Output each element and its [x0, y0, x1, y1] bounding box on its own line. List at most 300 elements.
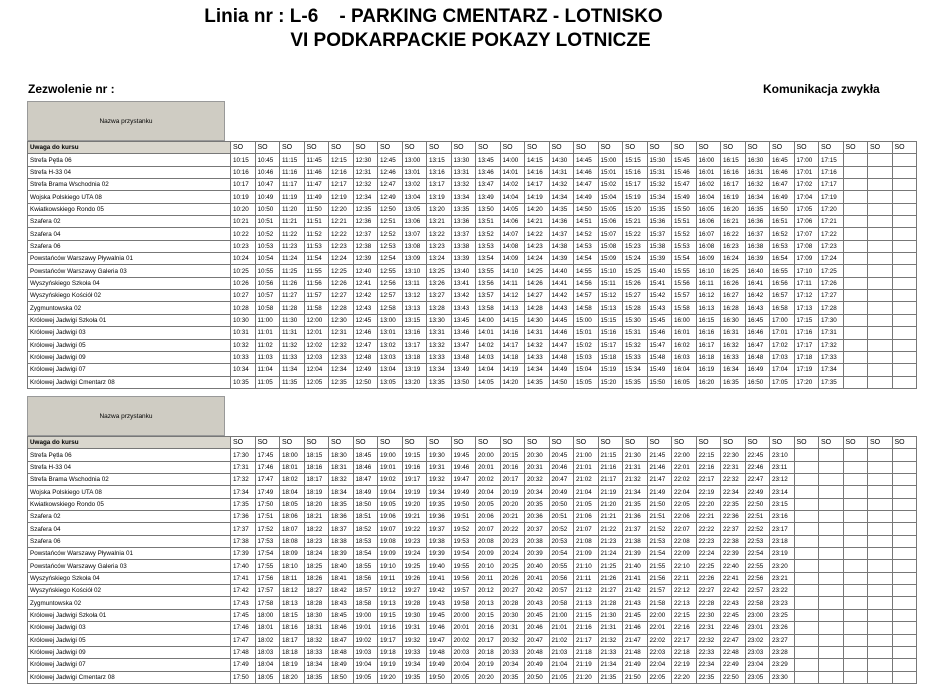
departure-time-cell: 21:40 [623, 560, 648, 572]
departure-time-cell: 20:17 [476, 634, 501, 646]
departure-time-cell: 22:34 [696, 659, 721, 671]
departure-time-cell: 22:05 [647, 671, 672, 683]
departure-time-cell: 20:11 [476, 572, 501, 584]
departure-time-cell: 14:13 [500, 302, 525, 314]
departure-time-cell: 17:08 [794, 240, 819, 252]
day-code-cell: SO [476, 142, 501, 154]
departure-time-cell: 20:54 [549, 548, 574, 560]
departure-time-cell: 21:12 [574, 585, 599, 597]
departure-time-cell: 15:45 [647, 314, 672, 326]
departure-time-cell: 17:20 [819, 203, 844, 215]
departure-time-cell: 22:12 [672, 585, 697, 597]
departure-time-cell: 17:33 [819, 351, 844, 363]
departure-time-cell: 16:15 [696, 314, 721, 326]
departure-time-cell: 13:48 [451, 351, 476, 363]
departure-time-cell: 22:38 [721, 535, 746, 547]
stop-name-cell: Królowej Jadwigi 03 [28, 327, 231, 339]
departure-time-cell: 20:38 [525, 535, 550, 547]
departure-time-cell: 13:36 [451, 216, 476, 228]
departure-time-cell [843, 376, 868, 388]
departure-time-cell: 16:45 [770, 154, 795, 166]
departure-time-cell: 18:45 [329, 609, 354, 621]
departure-time-cell: 11:33 [280, 351, 305, 363]
departure-time-cell: 18:46 [329, 622, 354, 634]
departure-time-cell: 18:49 [353, 486, 378, 498]
departure-time-cell: 10:26 [231, 277, 256, 289]
departure-time-cell [892, 179, 917, 191]
departure-time-cell: 22:43 [721, 597, 746, 609]
departure-time-cell: 22:05 [672, 498, 697, 510]
departure-time-cell: 21:17 [598, 474, 623, 486]
departure-time-cell [843, 253, 868, 265]
departure-time-cell: 12:52 [378, 228, 403, 240]
departure-time-cell: 13:47 [476, 179, 501, 191]
departure-time-cell: 10:51 [255, 216, 280, 228]
departure-time-cell: 14:04 [500, 191, 525, 203]
departure-time-cell: 23:12 [770, 474, 795, 486]
departure-time-cell: 13:45 [451, 314, 476, 326]
departure-time-cell: 14:38 [549, 240, 574, 252]
departure-time-cell: 17:48 [231, 646, 256, 658]
day-code-cell: SO [280, 142, 305, 154]
departure-time-cell: 13:46 [476, 166, 501, 178]
departure-time-cell: 22:49 [721, 659, 746, 671]
departure-time-cell: 12:00 [304, 314, 329, 326]
departure-time-cell [819, 634, 844, 646]
table-row [28, 474, 917, 486]
stop-name-cell: Królowej Jadwigi 05 [28, 634, 231, 646]
departure-time-cell: 13:23 [427, 240, 452, 252]
departure-time-cell: 15:00 [598, 154, 623, 166]
departure-time-cell: 19:15 [402, 449, 427, 461]
departure-time-cell [794, 523, 819, 535]
departure-time-cell: 20:01 [476, 461, 501, 473]
departure-time-cell: 20:47 [549, 474, 574, 486]
departure-time-cell: 21:02 [574, 474, 599, 486]
departure-time-cell: 12:58 [378, 302, 403, 314]
departure-time-cell: 16:49 [770, 191, 795, 203]
stop-name-cell: Powstańców Warszawy Pływalnia 01 [28, 548, 231, 560]
day-code-cell: SO [353, 437, 378, 449]
departure-time-cell: 22:21 [696, 511, 721, 523]
departure-time-cell: 20:31 [525, 461, 550, 473]
departure-time-cell: 17:04 [794, 191, 819, 203]
departure-time-cell: 20:02 [451, 634, 476, 646]
departure-time-cell: 10:50 [255, 203, 280, 215]
departure-time-cell: 15:01 [598, 166, 623, 178]
departure-time-cell: 10:55 [255, 265, 280, 277]
departure-time-cell [794, 622, 819, 634]
departure-time-cell: 19:12 [378, 585, 403, 597]
table-row [28, 302, 917, 314]
departure-time-cell: 15:34 [623, 364, 648, 376]
departure-time-cell: 19:00 [378, 449, 403, 461]
departure-time-cell [892, 548, 917, 560]
departure-time-cell: 12:47 [353, 339, 378, 351]
departure-time-cell: 20:22 [500, 523, 525, 535]
departure-time-cell: 16:56 [770, 277, 795, 289]
departure-time-cell: 19:31 [402, 622, 427, 634]
departure-time-cell: 12:04 [304, 364, 329, 376]
departure-time-cell: 22:28 [696, 597, 721, 609]
stop-name-cell: Strefa Brama Wschodnia 02 [28, 474, 231, 486]
departure-time-cell: 14:52 [574, 228, 599, 240]
stop-name-cell: Zygmuntowska 02 [28, 302, 231, 314]
departure-time-cell [892, 191, 917, 203]
departure-time-cell: 14:36 [549, 216, 574, 228]
departure-time-cell: 17:19 [819, 191, 844, 203]
departure-time-cell: 15:27 [623, 290, 648, 302]
departure-time-cell: 17:53 [255, 535, 280, 547]
departure-time-cell: 22:25 [696, 560, 721, 572]
departure-time-cell: 16:43 [745, 302, 770, 314]
departure-time-cell: 14:07 [500, 228, 525, 240]
departure-time-cell: 11:50 [304, 203, 329, 215]
departure-time-cell: 13:12 [402, 290, 427, 302]
departure-time-cell: 19:00 [353, 609, 378, 621]
departure-time-cell: 20:49 [549, 486, 574, 498]
departure-time-cell: 19:09 [378, 548, 403, 560]
departure-time-cell: 15:38 [647, 240, 672, 252]
departure-time-cell: 10:23 [231, 240, 256, 252]
departure-time-cell: 19:47 [451, 474, 476, 486]
stop-header-label: Nazwa przystanku [99, 117, 153, 125]
stop-name-cell: Strefa H-33 04 [28, 166, 231, 178]
departure-time-cell [819, 511, 844, 523]
stop-name-cell: Królowej Jadwigi 09 [28, 646, 231, 658]
departure-time-cell: 13:13 [402, 302, 427, 314]
departure-time-cell: 21:06 [574, 511, 599, 523]
stop-name-cell: Wyszyńskiego Kościół 02 [28, 585, 231, 597]
departure-time-cell: 15:28 [623, 302, 648, 314]
departure-time-cell: 16:47 [770, 179, 795, 191]
departure-time-cell: 13:27 [427, 290, 452, 302]
departure-time-cell: 19:06 [378, 511, 403, 523]
departure-time-cell [892, 560, 917, 572]
departure-time-cell: 19:33 [402, 646, 427, 658]
departure-time-cell [843, 523, 868, 535]
departure-time-cell: 15:10 [598, 265, 623, 277]
departure-time-cell: 14:48 [549, 351, 574, 363]
departure-time-cell: 14:32 [549, 179, 574, 191]
departure-time-cell: 10:15 [231, 154, 256, 166]
departure-time-cell: 23:10 [770, 449, 795, 461]
departure-time-cell: 21:00 [549, 609, 574, 621]
departure-time-cell [868, 253, 893, 265]
departure-time-cell: 19:34 [402, 659, 427, 671]
departure-time-cell [843, 622, 868, 634]
departure-time-cell: 15:55 [672, 265, 697, 277]
departure-time-cell: 20:48 [525, 646, 550, 658]
departure-time-cell: 19:01 [353, 622, 378, 634]
departure-time-cell: 10:20 [231, 203, 256, 215]
departure-time-cell [819, 449, 844, 461]
table-row [28, 597, 917, 609]
departure-time-cell: 21:26 [598, 572, 623, 584]
departure-time-cell: 12:22 [329, 228, 354, 240]
departure-time-cell: 13:16 [427, 166, 452, 178]
table-row [28, 265, 917, 277]
departure-time-cell: 17:05 [794, 203, 819, 215]
departure-time-cell: 11:54 [304, 253, 329, 265]
day-code-cell: SO [451, 142, 476, 154]
departure-time-cell: 10:56 [255, 277, 280, 289]
departure-time-cell: 20:20 [476, 671, 501, 683]
departure-time-cell: 17:27 [819, 290, 844, 302]
departure-time-cell: 21:01 [574, 461, 599, 473]
departure-time-cell: 15:15 [598, 314, 623, 326]
departure-time-cell: 16:37 [745, 228, 770, 240]
day-code-cell: SO [721, 437, 746, 449]
departure-time-cell: 19:50 [451, 498, 476, 510]
departure-time-cell: 17:13 [794, 302, 819, 314]
departure-time-cell [892, 646, 917, 658]
departure-time-cell: 11:19 [280, 191, 305, 203]
departure-time-cell: 15:52 [672, 228, 697, 240]
table-row [28, 535, 917, 547]
departure-time-cell: 15:56 [672, 277, 697, 289]
departure-time-cell: 21:43 [623, 597, 648, 609]
departure-time-cell: 21:01 [549, 622, 574, 634]
departure-time-cell: 17:37 [231, 523, 256, 535]
departure-time-cell: 19:46 [427, 622, 452, 634]
departure-time-cell: 19:43 [427, 597, 452, 609]
departure-time-cell [794, 548, 819, 560]
departure-time-cell: 10:25 [231, 265, 256, 277]
departure-time-cell: 16:25 [721, 265, 746, 277]
departure-time-cell [892, 351, 917, 363]
departure-time-cell: 23:04 [745, 659, 770, 671]
departure-time-cell [868, 240, 893, 252]
departure-time-cell [843, 585, 868, 597]
departure-time-cell [794, 609, 819, 621]
day-code-cell: SO [574, 142, 599, 154]
departure-time-cell: 21:37 [623, 523, 648, 535]
departure-time-cell [868, 523, 893, 535]
departure-time-cell: 10:31 [231, 327, 256, 339]
departure-time-cell: 21:45 [647, 449, 672, 461]
departure-time-cell: 10:30 [231, 314, 256, 326]
departure-time-cell: 10:46 [255, 166, 280, 178]
departure-time-cell: 17:25 [819, 265, 844, 277]
departure-time-cell [843, 351, 868, 363]
departure-time-cell: 20:50 [549, 498, 574, 510]
departure-time-cell: 12:49 [378, 191, 403, 203]
departure-time-cell: 14:49 [549, 364, 574, 376]
departure-time-cell: 20:18 [476, 646, 501, 658]
departure-time-cell: 16:00 [672, 314, 697, 326]
departure-time-cell [794, 474, 819, 486]
departure-time-cell: 16:04 [672, 364, 697, 376]
departure-time-cell: 14:58 [574, 302, 599, 314]
departure-time-cell: 20:30 [500, 609, 525, 621]
departure-time-cell: 19:20 [378, 671, 403, 683]
table-row [28, 634, 917, 646]
departure-time-cell: 23:30 [770, 671, 795, 683]
departure-time-cell: 12:25 [329, 265, 354, 277]
departure-time-cell: 19:55 [451, 560, 476, 572]
departure-time-cell: 20:52 [549, 523, 574, 535]
departure-time-cell: 14:24 [525, 253, 550, 265]
departure-time-cell: 14:00 [476, 314, 501, 326]
departure-time-cell: 18:54 [353, 548, 378, 560]
departure-time-cell: 15:00 [574, 314, 599, 326]
departure-time-cell: 12:34 [329, 364, 354, 376]
departure-time-cell: 13:31 [451, 166, 476, 178]
departure-time-cell: 23:14 [770, 486, 795, 498]
departure-time-cell: 22:33 [696, 646, 721, 658]
table-row [28, 511, 917, 523]
departure-time-cell: 22:41 [721, 572, 746, 584]
departure-time-cell: 12:56 [378, 277, 403, 289]
departure-time-cell: 17:56 [255, 572, 280, 584]
departure-time-cell: 16:01 [672, 327, 697, 339]
departure-time-cell: 15:33 [623, 351, 648, 363]
departure-time-cell: 18:48 [329, 646, 354, 658]
departure-time-cell: 22:49 [745, 486, 770, 498]
departure-time-cell: 13:54 [476, 253, 501, 265]
departure-time-cell: 18:47 [329, 634, 354, 646]
departure-time-cell [892, 511, 917, 523]
departure-time-cell [892, 535, 917, 547]
departure-time-cell: 15:17 [623, 179, 648, 191]
departure-time-cell: 22:51 [745, 511, 770, 523]
table-row [28, 253, 917, 265]
departure-time-cell: 12:47 [378, 179, 403, 191]
departure-time-cell: 13:39 [451, 253, 476, 265]
departure-time-cell: 16:16 [721, 166, 746, 178]
departure-time-cell: 14:25 [525, 265, 550, 277]
departure-time-cell: 22:22 [696, 523, 721, 535]
departure-time-cell [843, 511, 868, 523]
departure-time-cell: 13:35 [451, 203, 476, 215]
departure-time-cell: 10:49 [255, 191, 280, 203]
departure-time-cell: 17:49 [231, 659, 256, 671]
departure-time-cell: 22:10 [672, 560, 697, 572]
departure-time-cell: 14:55 [574, 265, 599, 277]
departure-time-cell: 13:31 [427, 327, 452, 339]
departure-time-cell: 17:45 [231, 609, 256, 621]
day-code-cell: SO [770, 142, 795, 154]
departure-time-cell: 20:45 [549, 449, 574, 461]
departure-time-cell: 15:22 [623, 228, 648, 240]
departure-time-cell: 14:20 [525, 203, 550, 215]
departure-time-cell: 13:06 [402, 216, 427, 228]
departure-time-cell: 13:35 [427, 376, 452, 388]
departure-time-cell [868, 154, 893, 166]
departure-time-cell: 14:15 [500, 314, 525, 326]
departure-time-cell: 22:20 [672, 671, 697, 683]
departure-time-cell: 13:04 [378, 364, 403, 376]
departure-time-cell: 22:32 [696, 634, 721, 646]
departure-time-cell: 13:37 [451, 228, 476, 240]
departure-time-cell: 20:03 [451, 646, 476, 658]
departure-time-cell: 19:48 [427, 646, 452, 658]
departure-time-cell: 17:38 [231, 535, 256, 547]
departure-time-cell [843, 166, 868, 178]
departure-time-cell: 17:23 [819, 240, 844, 252]
departure-time-cell: 10:22 [231, 228, 256, 240]
departure-time-cell: 20:16 [476, 622, 501, 634]
departure-time-cell: 13:45 [476, 154, 501, 166]
departure-time-cell [794, 461, 819, 473]
departure-time-cell: 19:05 [353, 671, 378, 683]
departure-time-cell: 23:21 [770, 572, 795, 584]
departure-time-cell: 20:32 [500, 634, 525, 646]
departure-time-cell: 17:30 [231, 449, 256, 461]
departure-time-cell: 16:36 [745, 216, 770, 228]
departure-time-cell: 13:41 [451, 277, 476, 289]
departure-time-cell [892, 449, 917, 461]
departure-time-cell: 19:37 [427, 523, 452, 535]
departure-time-cell: 21:16 [574, 622, 599, 634]
departure-time-cell: 21:56 [647, 572, 672, 584]
departure-time-cell: 15:17 [598, 339, 623, 351]
departure-time-cell: 12:33 [329, 351, 354, 363]
departure-time-cell: 19:16 [402, 461, 427, 473]
departure-time-cell: 16:13 [696, 302, 721, 314]
stop-name-cell: Powstańców Warszawy Galeria 03 [28, 560, 231, 572]
departure-time-cell: 22:52 [745, 523, 770, 535]
departure-time-cell: 23:29 [770, 659, 795, 671]
departure-time-cell: 11:30 [280, 314, 305, 326]
departure-time-cell: 17:34 [231, 486, 256, 498]
departure-time-cell: 16:15 [721, 154, 746, 166]
departure-time-cell: 15:15 [623, 154, 648, 166]
departure-time-cell: 18:53 [353, 535, 378, 547]
departure-time-cell: 18:00 [280, 449, 305, 461]
departure-time-cell: 10:33 [231, 351, 256, 363]
departure-time-cell: 21:03 [549, 646, 574, 658]
departure-time-cell: 21:05 [549, 671, 574, 683]
departure-time-cell: 22:57 [745, 585, 770, 597]
departure-time-cell: 16:41 [745, 277, 770, 289]
departure-time-cell: 21:34 [598, 659, 623, 671]
departure-time-cell: 13:40 [451, 265, 476, 277]
departure-time-cell: 22:18 [672, 646, 697, 658]
departure-time-cell [819, 548, 844, 560]
departure-time-cell: 19:27 [402, 585, 427, 597]
departure-time-cell [843, 179, 868, 191]
departure-time-cell: 16:52 [770, 228, 795, 240]
departure-time-cell [843, 671, 868, 683]
departure-time-cell: 15:54 [672, 253, 697, 265]
departure-time-cell [843, 290, 868, 302]
departure-time-cell: 17:32 [819, 339, 844, 351]
departure-time-cell: 21:21 [598, 511, 623, 523]
departure-time-cell: 18:20 [304, 498, 329, 510]
departure-time-cell [868, 548, 893, 560]
departure-time-cell: 14:06 [500, 216, 525, 228]
departure-time-cell: 19:49 [451, 486, 476, 498]
departure-time-cell [794, 659, 819, 671]
departure-time-cell: 18:55 [353, 560, 378, 572]
departure-time-cell: 19:38 [427, 535, 452, 547]
departure-time-cell [843, 548, 868, 560]
departure-time-cell: 10:16 [231, 166, 256, 178]
departure-time-cell: 13:15 [402, 314, 427, 326]
departure-time-cell: 21:11 [574, 572, 599, 584]
stop-name-cell: Królowej Jadwigi 07 [28, 364, 231, 376]
departure-time-cell: 18:25 [304, 560, 329, 572]
departure-time-cell: 13:47 [451, 339, 476, 351]
departure-time-cell [892, 203, 917, 215]
communication-label: Komunikacja zwykła [763, 82, 880, 96]
departure-time-cell: 14:39 [549, 253, 574, 265]
table-row [28, 376, 917, 388]
departure-time-cell: 14:56 [574, 277, 599, 289]
departure-time-cell: 13:25 [427, 265, 452, 277]
